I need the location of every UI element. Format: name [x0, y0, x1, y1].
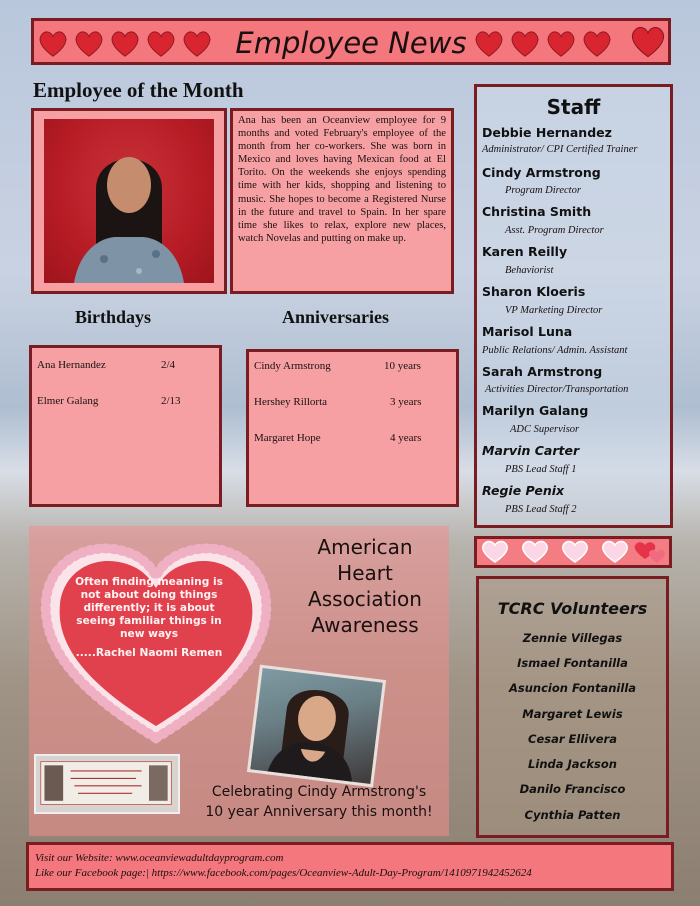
- website-link[interactable]: Visit our Website: www.oceanviewadultdayprogram.com: [35, 852, 284, 864]
- awareness-line: American: [317, 535, 413, 559]
- awareness-line: Awareness: [311, 613, 419, 637]
- quote-author: .....Rachel Naomi Remen: [75, 647, 223, 659]
- celebration-line: 10 year Anniversary this month!: [205, 804, 433, 820]
- staff-name: Cindy Armstrong: [482, 165, 601, 180]
- volunteer-name: Ismael Fontanilla: [517, 656, 628, 670]
- birthdays-heading: Birthdays: [75, 307, 152, 327]
- heart-icon: [649, 550, 665, 563]
- volunteer-name: Linda Jackson: [528, 757, 617, 771]
- heart-icon: [474, 29, 504, 59]
- employee-photo-frame: [31, 108, 227, 294]
- anniversary-years: 3 years: [390, 396, 422, 408]
- staff-role: Program Director: [505, 185, 581, 196]
- employee-bio: Ana has been an Oceanview employee for 9 months and voted February's employee of the month from her co-workers. She was born in Mexico and loves having Mexican food at El Torito. On the weekends she enjoys spending time with her kids, shopping and listening to music. She hopes to become a Registered Nurse in the future and travel to Spain. In her spare time she likes to relax, explore new places, watch Novelas and putting on make up.: [230, 108, 454, 294]
- anniversary-name: Margaret Hope: [254, 432, 321, 444]
- volunteer-name: Margaret Lewis: [522, 707, 623, 721]
- birthdays-box: [29, 345, 222, 507]
- newsletter-banner: [31, 18, 671, 65]
- heart-icon: [582, 29, 612, 59]
- staff-role: ADC Supervisor: [510, 424, 580, 435]
- volunteer-name: Asuncion Fontanilla: [508, 681, 637, 695]
- awareness-line: Heart: [337, 561, 393, 585]
- staff-role: PBS Lead Staff 1: [505, 464, 577, 475]
- newsletter-title: Employee News: [235, 26, 467, 60]
- hearts-strip: [474, 536, 672, 568]
- celebration-line: Celebrating Cindy Armstrong's: [211, 784, 427, 800]
- awareness-line: Association: [308, 587, 422, 611]
- volunteers-box: [476, 576, 669, 838]
- staff-role: PBS Lead Staff 2: [505, 504, 577, 515]
- staff-role: Activities Director/Transportation: [485, 384, 629, 395]
- heart-icon: [563, 541, 587, 562]
- anniversary-name: Cindy Armstrong: [254, 360, 331, 372]
- staff-name: Regie Penix: [482, 483, 565, 498]
- staff-role: Behaviorist: [505, 265, 554, 276]
- anniversaries-box: [246, 349, 459, 507]
- heart-icon: [546, 29, 576, 59]
- staff-role: VP Marketing Director: [505, 305, 603, 316]
- volunteers-title: TCRC Volunteers: [497, 599, 648, 618]
- anniversaries-heading: Anniversaries: [282, 307, 389, 327]
- facebook-link[interactable]: Like our Facebook page:| https://www.facebook.com/pages/Oceanview-Adult-Day-Program/1410971942452624: [35, 867, 532, 879]
- celebration-banner-photo: [34, 754, 180, 814]
- footer: [26, 842, 674, 891]
- staff-name: Marvin Carter: [482, 443, 580, 458]
- heart-icon: [510, 29, 540, 59]
- staff-name: Sharon Kloeris: [482, 284, 586, 299]
- staff-name: Sarah Armstrong: [482, 364, 603, 379]
- heart-awareness-text: [300, 534, 430, 638]
- staff-name: Christina Smith: [482, 204, 592, 219]
- birthday-name: Elmer Galang: [37, 395, 99, 407]
- heart-icon: [603, 541, 627, 562]
- staff-name: Karen Reilly: [482, 244, 568, 259]
- quote-text: Often finding meaning is not about doing things differently; it is about seeing familiar things in new ways: [75, 576, 223, 640]
- volunteer-name: Cynthia Patten: [524, 808, 621, 822]
- cindy-photo: [247, 665, 386, 788]
- employee-photo: [44, 119, 214, 283]
- birthday-date: 2/4: [161, 359, 176, 371]
- employee-of-month-heading: Employee of the Month: [33, 78, 244, 102]
- celebration-text: [184, 782, 454, 822]
- staff-title: Staff: [546, 95, 601, 119]
- staff-name: Marisol Luna: [482, 324, 573, 339]
- staff-name: Marilyn Galang: [482, 403, 589, 418]
- anniversary-name: Hershey Rillorta: [254, 396, 328, 408]
- heart-icon: [630, 24, 666, 60]
- staff-role: Administrator/ CPI Certified Trainer: [482, 144, 638, 155]
- anniversary-years: 4 years: [390, 432, 422, 444]
- volunteer-name: Zennie Villegas: [522, 631, 623, 645]
- heart-icon: [483, 541, 507, 562]
- anniversary-years: 10 years: [384, 360, 421, 372]
- staff-role: Asst. Program Director: [505, 225, 604, 236]
- staff-role: Public Relations/ Admin. Assistant: [482, 345, 628, 356]
- birthday-date: 2/13: [161, 395, 181, 407]
- volunteer-name: Danilo Francisco: [519, 782, 626, 796]
- staff-name: Debbie Hernandez: [482, 125, 612, 140]
- birthday-name: Ana Hernandez: [37, 359, 106, 371]
- heart-icon: [523, 541, 547, 562]
- staff-box: [474, 84, 673, 528]
- volunteer-name: Cesar Ellivera: [528, 732, 617, 746]
